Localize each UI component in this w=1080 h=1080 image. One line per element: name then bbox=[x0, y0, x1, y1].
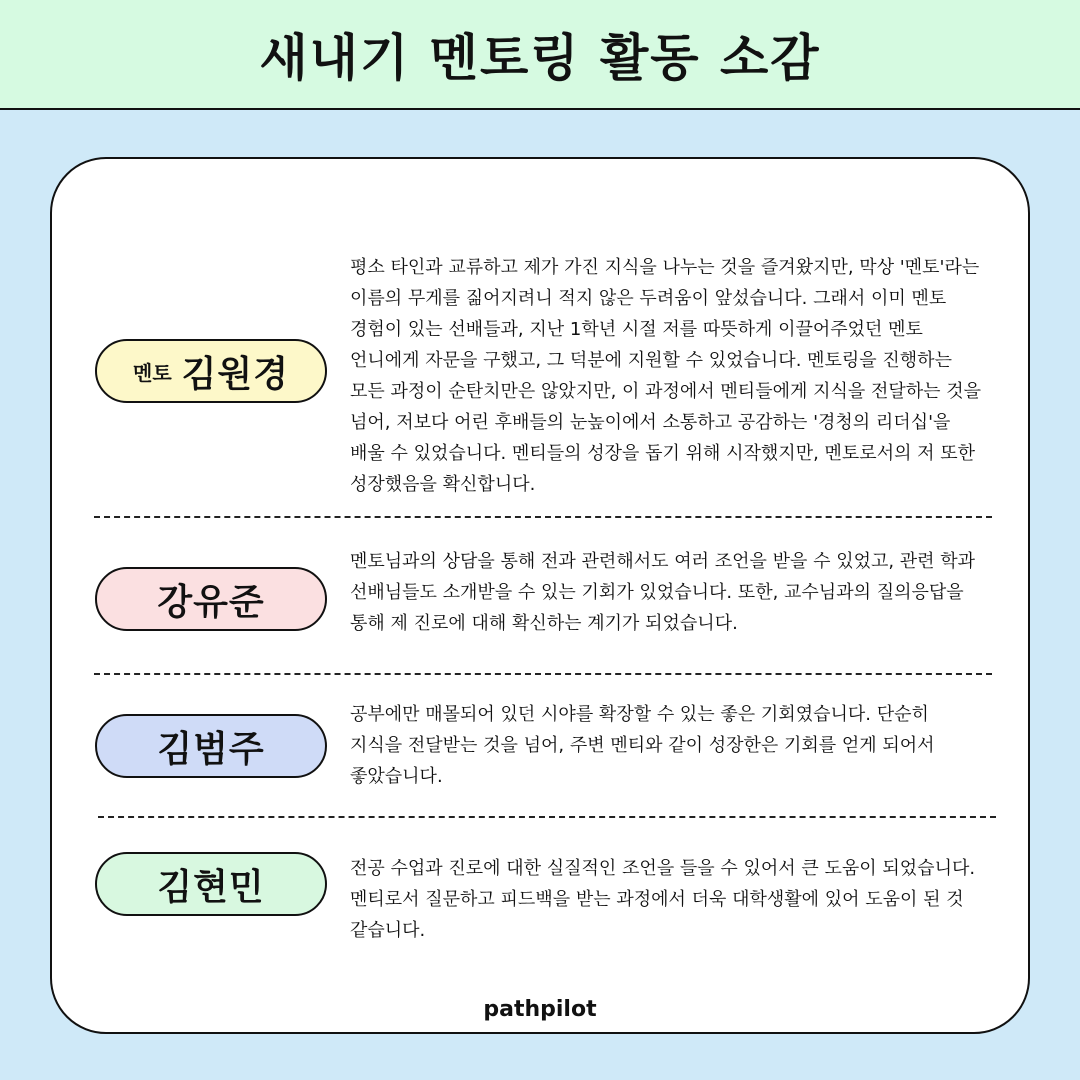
dashed-divider bbox=[98, 816, 996, 818]
name-pill bbox=[95, 852, 327, 916]
person-name: 김범주 bbox=[157, 728, 265, 770]
page-title: 새내기 멘토링 활동 소감 bbox=[259, 29, 821, 87]
testimonial-text: 멘토님과의 상담을 통해 전과 관련해서도 여러 조언을 받을 수 있었고, 관련 학과 선배님들도 소개받을 수 있는 기회가 있었습니다. 또한, 교수님과의 질의응답을 통해 제 진로에 대해 확신하는 계기가 되었습니다. bbox=[350, 551, 976, 634]
testimonial-text: 공부에만 매몰되어 있던 시야를 확장할 수 있는 좋은 기회였습니다. 단순히 지식을 전달받는 것을 넘어, 주변 멘티와 같이 성장한은 기회를 얻게 되어서 좋았습니다. bbox=[350, 704, 935, 787]
testimonial-card bbox=[50, 157, 1030, 1034]
name-pill bbox=[95, 714, 327, 778]
person-name: 강유준 bbox=[157, 581, 265, 623]
dashed-divider bbox=[94, 516, 992, 518]
brand-logo: pathpilot bbox=[483, 997, 597, 1022]
name-pill-mentor bbox=[95, 339, 327, 403]
testimonial-text: 전공 수업과 진로에 대한 실질적인 조언을 들을 수 있어서 큰 도움이 되었습니다. 멘티로서 질문하고 피드백을 받는 과정에서 더욱 대학생활에 있어 도움이 된 것 같습니다. bbox=[350, 858, 976, 941]
name-pill bbox=[95, 567, 327, 631]
testimonial-text: 평소 타인과 교류하고 제가 가진 지식을 나누는 것을 즐겨왔지만, 막상 '멘토'라는 이름의 무게를 짊어지려니 적지 않은 두려움이 앞섰습니다. 그래서 이미 멘토 경험이 있는 선배들과, 지난 1학년 시절 저를 따뜻하게 이끌어주었던 멘토 언니에게 자문을 구했고, 그 덕분에 지원할 수 있었습니다. 멘토링을 진행하는 모든 과정이 순탄치만은 않았지만, 이 과정에서 멘티들에게 지식을 전달하는 것을 넘어, 저보다 어린 후배들의 눈높이에서 소통하고 공감하는 '경청의 리더십'을 배울 수 있었습니다. 멘티들의 성장을 돕기 위해 시작했지만, 멘토로서의 저 또한 성장했음을 확신합니다. bbox=[350, 257, 982, 495]
person-name: 김원경 bbox=[181, 353, 289, 395]
header-banner bbox=[0, 0, 1080, 110]
person-name: 김현민 bbox=[157, 866, 265, 908]
dashed-divider bbox=[94, 673, 992, 675]
role-label: 멘토 bbox=[133, 360, 172, 385]
